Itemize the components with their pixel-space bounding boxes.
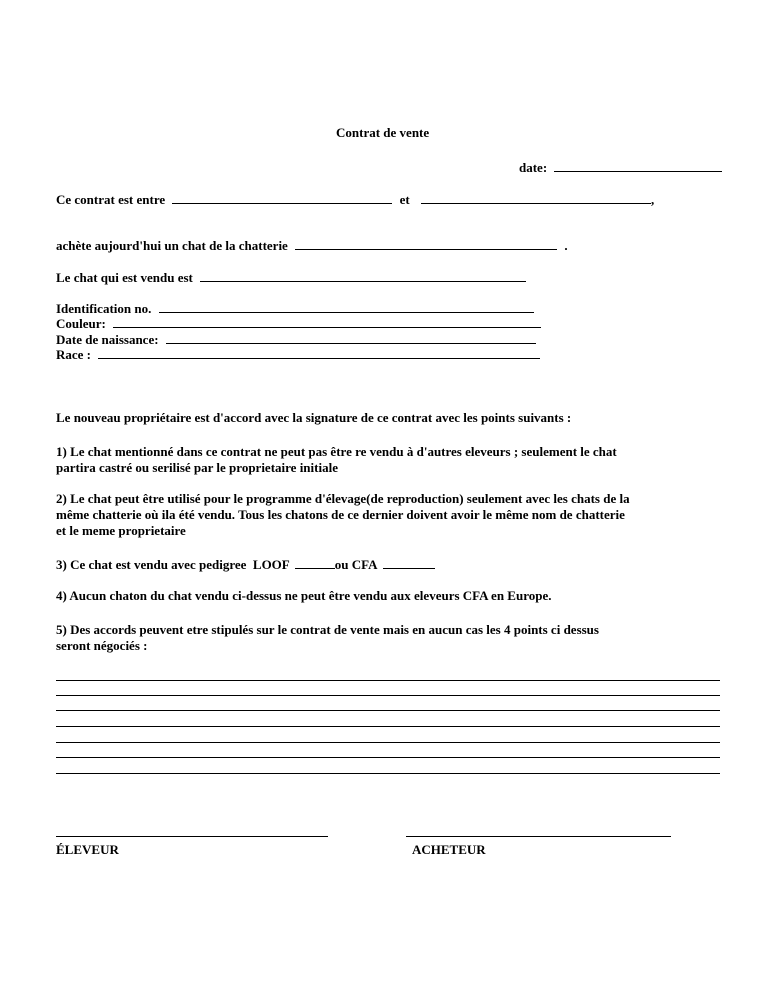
- date-label: date:: [519, 160, 548, 175]
- point-3-row: [56, 556, 435, 572]
- parties-conj: et: [399, 192, 410, 207]
- cat-sold-field[interactable]: [200, 269, 526, 282]
- purchase-text: achète aujourd'hui un chat de la chatterie: [56, 238, 288, 253]
- identification-label: Identification no.: [56, 301, 152, 316]
- seller-label: ÉLEVEUR: [56, 842, 119, 857]
- agreement-line-3[interactable]: [56, 710, 720, 711]
- agreement-line-2[interactable]: [56, 695, 720, 696]
- cfa-field[interactable]: [383, 556, 435, 569]
- party-one-field[interactable]: [172, 191, 392, 204]
- identification-field[interactable]: [159, 300, 534, 313]
- agreement-line-5[interactable]: [56, 742, 720, 743]
- agreement-line-1[interactable]: [56, 680, 720, 681]
- couleur-row: [56, 315, 541, 331]
- race-field[interactable]: [98, 346, 540, 359]
- naissance-label: Date de naissance:: [56, 332, 159, 347]
- cattery-field[interactable]: [295, 237, 557, 250]
- loof-field[interactable]: [295, 556, 335, 569]
- point-3-prefix: 3) Ce chat est vendu avec pedigree LOOF: [56, 557, 290, 572]
- naissance-field[interactable]: [166, 331, 536, 344]
- agreement-line-4[interactable]: [56, 726, 720, 727]
- point-1-line-2: partira castré ou serilisé par le proprietaire initiale: [56, 460, 338, 475]
- point-3-mid: ou CFA: [334, 557, 377, 572]
- point-2-line-2: même chatterie où ila été vendu. Tous les chatons de ce dernier doivent avoir le même nom de chatterie: [56, 507, 625, 522]
- parties-row: [56, 191, 654, 207]
- agreement-line-6[interactable]: [56, 757, 720, 758]
- buyer-signature-line[interactable]: [406, 836, 671, 837]
- naissance-row: [56, 331, 536, 347]
- cat-sold-row: [56, 269, 526, 285]
- couleur-label: Couleur:: [56, 316, 106, 331]
- point-2-line-3: et le meme proprietaire: [56, 523, 186, 538]
- race-row: [56, 346, 540, 362]
- point-1-line-1: 1) Le chat mentionné dans ce contrat ne peut pas être re vendu à d'autres eleveurs ; seulement le chat: [56, 444, 617, 459]
- date-row: [519, 159, 722, 175]
- point-5-line-2: seront négociés :: [56, 638, 148, 653]
- party-two-field[interactable]: [421, 191, 651, 204]
- parties-prefix: Ce contrat est entre: [56, 192, 166, 207]
- race-label: Race :: [56, 347, 92, 362]
- point-2-line-1: 2) Le chat peut être utilisé pour le programme d'élevage(de reproduction) seulement avec les chats de la: [56, 491, 630, 506]
- cat-sold-label: Le chat qui est vendu est: [56, 270, 193, 285]
- point-4: 4) Aucun chaton du chat vendu ci-dessus ne peut être vendu aux eleveurs CFA en Europe.: [56, 588, 552, 603]
- buyer-label: ACHETEUR: [412, 842, 486, 857]
- agreement-line-7[interactable]: [56, 773, 720, 774]
- document-title: Contrat de vente: [336, 125, 430, 140]
- date-field[interactable]: [554, 159, 722, 172]
- couleur-field[interactable]: [113, 315, 541, 328]
- parties-suffix: ,: [651, 192, 655, 207]
- identification-row: [56, 300, 534, 316]
- agreement-intro: Le nouveau propriétaire est d'accord avec la signature de ce contrat avec les points suivants :: [56, 410, 572, 425]
- purchase-suffix: .: [564, 238, 568, 253]
- seller-signature-line[interactable]: [56, 836, 328, 837]
- point-5-line-1: 5) Des accords peuvent etre stipulés sur le contrat de vente mais en aucun cas les 4 points ci dessus: [56, 622, 599, 637]
- purchase-row: [56, 237, 568, 253]
